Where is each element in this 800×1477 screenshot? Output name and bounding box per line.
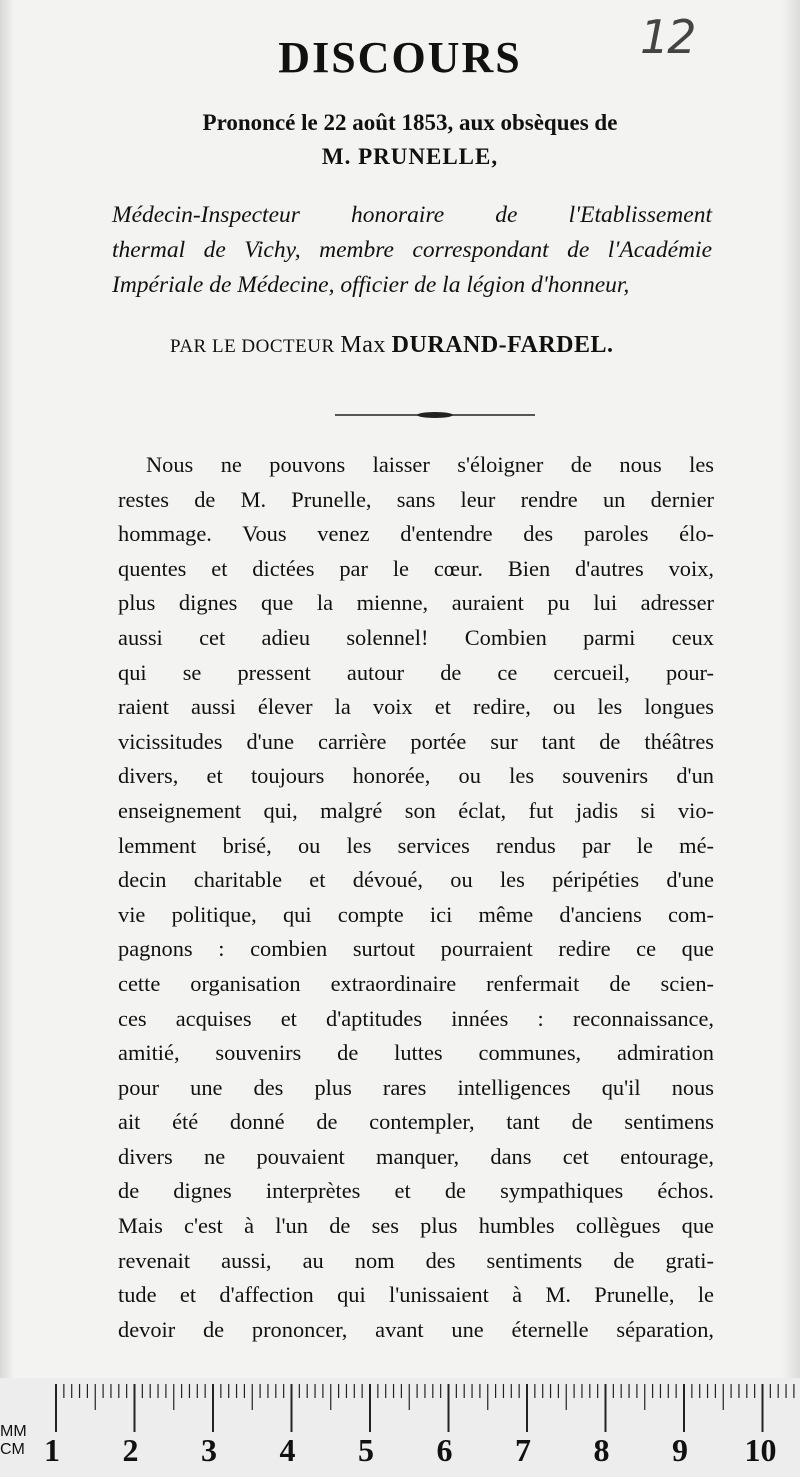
body-line: revenait aussi, au nom des sentiments de grati-	[118, 1247, 714, 1273]
ruler-number: 2	[122, 1432, 139, 1468]
body-line: quentes et dictées par le cœur. Bien d'autres voix,	[118, 555, 714, 581]
qualification-line: Médecin-Inspecteur honoraire de l'Etablissement	[112, 202, 712, 228]
body-line: divers, et toujours honorée, ou les souvenirs d'un	[118, 763, 714, 789]
author-first-name: Max	[340, 332, 386, 358]
body-line: tude et d'affection qui l'unissaient à M. Prunelle, le	[118, 1282, 714, 1308]
ruler-unit-cm: CM	[0, 1441, 25, 1458]
ruler-number: 7	[515, 1432, 531, 1468]
body-line: vicissitudes d'une carrière portée sur tant de théâtres	[118, 728, 714, 754]
subtitle-line-1: Prononcé le 22 août 1853, aux obsèques de	[202, 110, 618, 135]
body-line: ces acquises et d'aptitudes innées : reconnaissance,	[118, 1005, 714, 1031]
body-line: cette organisation extraordinaire renfermait de scien-	[118, 970, 714, 996]
body-line: qui se pressent autour de ce cercueil, pour-	[118, 659, 714, 685]
body-line: pour une des plus rares intelligences qu'il nous	[118, 1074, 714, 1100]
body-line: decin charitable et dévoué, ou les péripéties d'une	[118, 867, 714, 893]
body-line: ait été donné de contempler, tant de sentimens	[118, 1109, 714, 1135]
qualification-line: Impériale de Médecine, officier de la légion d'honneur,	[112, 272, 630, 298]
body-line: aussi cet adieu solennel! Combien parmi ceux	[118, 624, 714, 650]
author-line	[170, 332, 670, 359]
body-line: divers ne pouvaient manquer, dans cet entourage,	[118, 1143, 714, 1169]
handwritten-page-number: 12	[640, 10, 695, 64]
body-text	[118, 448, 714, 1347]
body-line: raient aussi élever la voix et redire, ou les longues	[118, 694, 714, 720]
body-line: Mais c'est à l'un de ses plus humbles collègues que	[118, 1213, 714, 1239]
qualification-line: thermal de Vichy, membre correspondant de l'Académie	[112, 237, 712, 263]
body-line: restes de M. Prunelle, sans leur rendre un dernier	[118, 486, 714, 512]
ruler-number: 6	[436, 1432, 453, 1468]
subtitle-line-2: M. PRUNELLE,	[321, 144, 499, 169]
ruler-number: 10	[744, 1432, 777, 1468]
ruler-unit-mm: MM	[0, 1423, 27, 1440]
ruler-number: 5	[358, 1432, 374, 1468]
ruler-number: 8	[593, 1432, 610, 1468]
body-line: enseignement qui, malgré son éclat, fut jadis si vio-	[118, 797, 714, 823]
ruler-number: 1	[44, 1432, 60, 1468]
body-line: Nous ne pouvons laisser s'éloigner de nous les	[146, 452, 714, 477]
ruler-number: 4	[279, 1432, 296, 1468]
body-line: vie politique, qui compte ici même d'anciens com-	[118, 901, 714, 927]
body-line: amitié, souvenirs de luttes communes, admiration	[118, 1040, 714, 1066]
ornamental-rule	[335, 411, 535, 419]
body-line: plus dignes que la mienne, auraient pu lui adresser	[118, 590, 714, 616]
ruler-number: 9	[672, 1432, 688, 1468]
qualifications	[112, 198, 712, 303]
subtitle	[140, 106, 680, 174]
body-line: pagnons : combien surtout pourraient redire ce que	[118, 936, 714, 962]
author-prefix: PAR LE DOCTEUR	[170, 336, 335, 357]
document-title: DISCOURS	[278, 33, 522, 82]
body-line: de dignes interprètes et de sympathiques échos.	[118, 1178, 714, 1204]
body-line: hommage. Vous venez d'entendre des paroles élo-	[118, 521, 714, 547]
author-last-name: DURAND-FARDEL.	[391, 332, 614, 358]
ruler-number: 3	[201, 1432, 217, 1468]
body-line: lemment brisé, ou les services rendus par le mé-	[118, 832, 714, 858]
body-line: devoir de prononcer, avant une éternelle séparation,	[118, 1316, 714, 1342]
